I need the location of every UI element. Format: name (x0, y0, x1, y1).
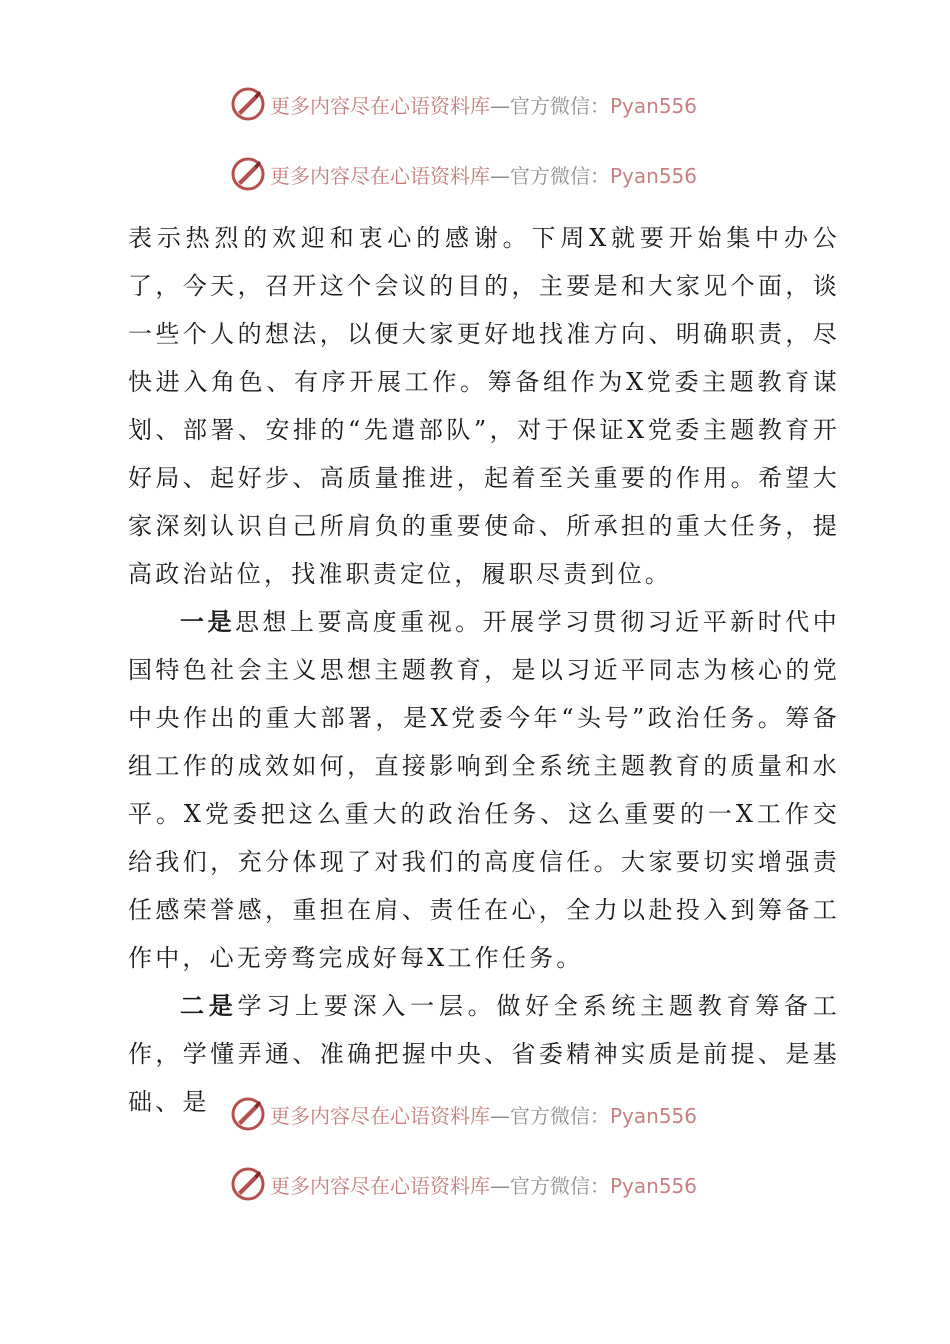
pen-logo-icon (230, 156, 266, 192)
watermark-banner (230, 1164, 750, 1204)
watermark-site-text: 更多内容尽在心语资料库 (270, 93, 490, 118)
paragraph-text: 学习上要深入一层。做好全系统主题教育筹备工作，学懂弄通、准确把握中央、省委精神实质是前提、是基础、是 (128, 992, 840, 1116)
watermark-site-text: 更多内容尽在心语资料库 (270, 1173, 490, 1198)
watermark-banner (230, 1094, 750, 1134)
pen-logo-icon (230, 1096, 266, 1132)
paragraph-lead: 一是 (180, 607, 236, 636)
paragraph (128, 598, 840, 982)
watermark-site-text: 更多内容尽在心语资料库 (270, 163, 490, 188)
watermark-banner (230, 154, 750, 194)
watermark-wechat-id: Pyan556 (610, 163, 698, 188)
paragraph-text: 思想上要高度重视。开展学习贯彻习近平新时代中国特色社会主义思想主题教育，是以习近平同志为核心的党中央作出的重大部署，是X党委今年“头号”政治任务。筹备组工作的成效如何，直接影响到全系统主题教育的质量和水平。X党委把这么重大的政治任务、这么重要的一X工作交给我们，充分体现了对我们的高度信任。大家要切实增强责任感荣誉感，重担在肩、责任在心，全力以赴投入到筹备工作中，心无旁骛完成好每X工作任务。 (128, 608, 840, 972)
paragraph-text: 表示热烈的欢迎和衷心的感谢。下周X就要开始集中办公了，今天，召开这个会议的目的，主要是和大家见个面，谈一些个人的想法，以便大家更好地找准方向、明确职责，尽快进入角色、有序开展工作。筹备组作为X党委主题教育谋划、部署、安排的“先遣部队”，对于保证X党委主题教育开好局、起好步、高质量推进，起着至关重要的作用。希望大家深刻认识自己所肩负的重要使命、所承担的重大任务，提高政治站位，找准职责定位，履职尽责到位。 (128, 224, 840, 588)
pen-logo-icon (230, 86, 266, 122)
watermark-wechat-label: —官方微信： (490, 1173, 610, 1198)
watermark-wechat-label: —官方微信： (490, 163, 610, 188)
watermark-wechat-id: Pyan556 (610, 1173, 698, 1198)
watermark-wechat-label: —官方微信： (490, 1103, 610, 1128)
pen-logo-icon (230, 1166, 266, 1202)
watermark-site-text: 更多内容尽在心语资料库 (270, 1103, 490, 1128)
watermark-banner (230, 84, 750, 124)
watermark-wechat-id: Pyan556 (610, 93, 698, 118)
paragraph (128, 214, 840, 598)
watermark-wechat-id: Pyan556 (610, 1103, 698, 1128)
document-body (128, 214, 840, 1126)
watermark-wechat-label: —官方微信： (490, 93, 610, 118)
paragraph-lead: 二是 (180, 991, 238, 1020)
